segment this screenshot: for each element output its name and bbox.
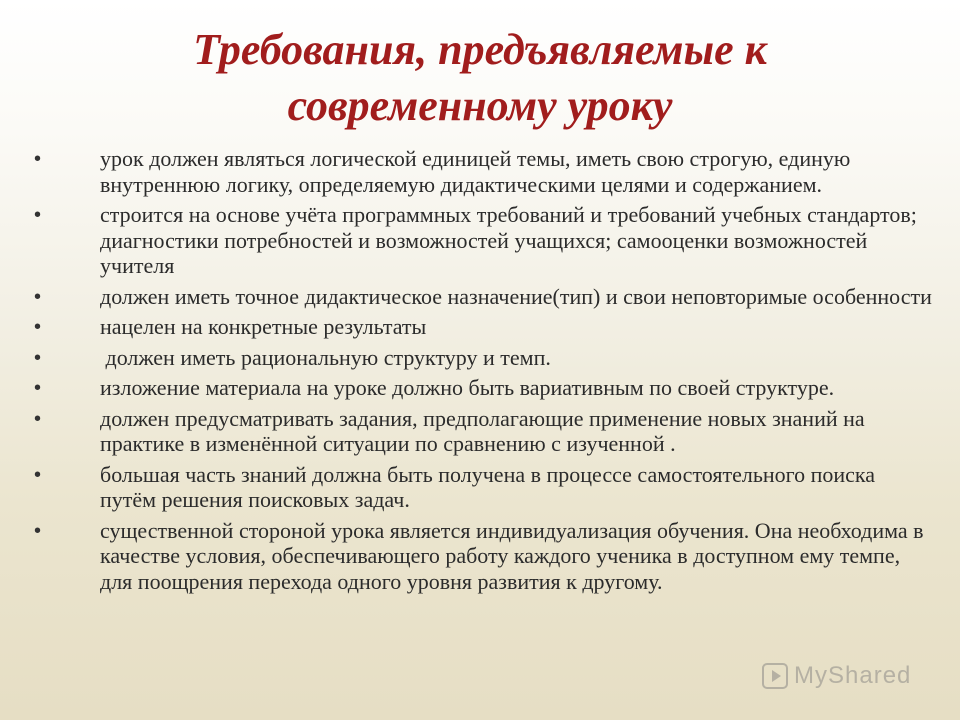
list-item xyxy=(34,518,934,595)
bullet-icon: • xyxy=(34,407,42,430)
list-item xyxy=(34,406,934,457)
list-item xyxy=(34,284,934,310)
bullet-icon: • xyxy=(34,148,42,170)
watermark-text: MyShared xyxy=(794,662,912,689)
list-item-text: должен иметь рациональную структуру и темп. xyxy=(100,344,551,370)
list-item-text: существенной стороной урока является индивидуализация обучения. Она необходима в качестве условия, обеспечивающего работу каждого ученика в доступном ему темпе, для поощрения перехода одного уровня развития к другому. xyxy=(100,517,924,594)
myshared-logo-icon xyxy=(760,661,790,691)
requirements-list xyxy=(34,146,934,599)
list-item-text: изложение материала на уроке должно быть вариативным по своей структуре. xyxy=(100,375,835,400)
bullet-icon: • xyxy=(34,204,42,226)
list-item-text: нацелен на конкретные результаты xyxy=(100,314,427,339)
bullet-icon: • xyxy=(34,377,42,399)
bullet-icon: • xyxy=(34,463,42,486)
list-item-text: должен предусматривать задания, предполагающие применение новых знаний на практике в изменённой ситуации по сравнению с изученной . xyxy=(100,405,865,456)
list-item xyxy=(34,375,934,401)
slide-title xyxy=(60,22,900,134)
watermark xyxy=(760,656,940,696)
list-item xyxy=(34,314,934,340)
list-item-text: должен иметь точное дидактическое назначение(тип) и свои неповторимые особенности xyxy=(100,283,932,309)
bullet-icon: • xyxy=(34,346,42,369)
list-item-text: большая часть знаний должна быть получена в процессе самостоятельного поиска путём решения поисковых задач. xyxy=(100,461,876,512)
title-line-2: современному уроку xyxy=(287,81,673,130)
list-item xyxy=(34,202,934,279)
list-item xyxy=(34,462,934,513)
list-item-text: строится на основе учёта программных требований и требований учебных стандартов; диагностики потребностей и возможностей учащихся; самооценки возможностей учителя xyxy=(100,202,917,278)
list-item xyxy=(34,146,934,197)
bullet-icon: • xyxy=(34,316,42,338)
bullet-icon: • xyxy=(34,519,42,542)
title-line-1: Требования, предъявляемые к xyxy=(193,25,767,74)
list-item-text: урок должен являться логической единицей темы, иметь свою строгую, единую внутреннюю логику, определяемую дидактическими целями и содержанием. xyxy=(100,146,851,197)
list-item xyxy=(34,345,934,371)
bullet-icon: • xyxy=(34,285,42,308)
